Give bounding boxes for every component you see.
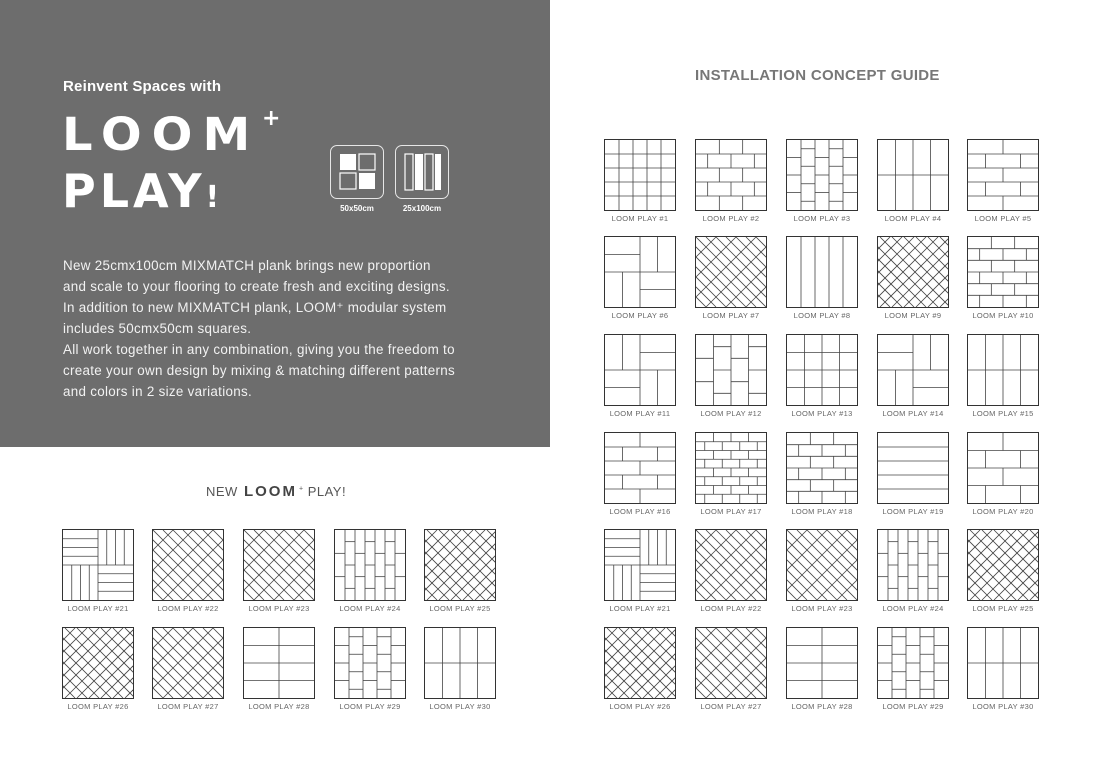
description-line: All work together in any combination, giving you the freedom to [63,342,455,357]
pattern-tile [604,529,676,601]
pattern-graphic [787,237,857,307]
pattern-tile [967,236,1039,308]
pattern-label: LOOM PLAY #22 [700,604,762,613]
pattern-graphic [878,335,948,405]
description [63,255,523,402]
pattern-label: LOOM PLAY #15 [972,409,1034,418]
pattern-graphic [787,433,857,503]
pattern-graphic [878,530,948,600]
pattern-tile [152,627,224,699]
pattern-tile [62,529,134,601]
pattern-tile [695,139,767,211]
description-line: New 25cmx100cm MIXMATCH plank brings new proportion [63,258,431,273]
pattern-label: LOOM PLAY #9 [884,311,942,320]
pattern-graphic [968,335,1038,405]
pattern-label: LOOM PLAY #20 [972,507,1034,516]
pattern-graphic [244,530,314,600]
pattern-tile [695,627,767,699]
pattern-tile [152,529,224,601]
pattern-label: LOOM PLAY #16 [609,507,671,516]
new-prefix: NEW [206,484,238,499]
pattern-label: LOOM PLAY #14 [882,409,944,418]
new-logo: LOOM [243,483,297,500]
pattern-label: LOOM PLAY #21 [609,604,671,613]
pattern-tile [334,529,406,601]
pattern-graphic [696,628,766,698]
pattern-label: LOOM PLAY #13 [791,409,853,418]
pattern-tile [877,334,949,406]
pattern-graphic [878,237,948,307]
pattern-graphic [63,628,133,698]
pattern-label: LOOM PLAY #8 [793,311,851,320]
pattern-graphic [605,140,675,210]
pattern-graphic [878,628,948,698]
pattern-tile [786,334,858,406]
pattern-graphic [153,530,223,600]
pattern-label: LOOM PLAY #5 [974,214,1032,223]
pattern-graphic [787,530,857,600]
pattern-tile [604,432,676,504]
pattern-label: LOOM PLAY #24 [339,604,401,613]
pattern-graphic [153,628,223,698]
pattern-label: LOOM PLAY #19 [882,507,944,516]
pattern-label: LOOM PLAY #26 [67,702,129,711]
pattern-tile [695,334,767,406]
pattern-graphic [878,140,948,210]
guide-title: INSTALLATION CONCEPT GUIDE [695,67,940,84]
pattern-graphic [968,140,1038,210]
pattern-graphic [63,530,133,600]
pattern-label: LOOM PLAY #23 [248,604,310,613]
pattern-label: LOOM PLAY #29 [882,702,944,711]
tagline: Reinvent Spaces with [63,78,222,95]
new-logo-plus: + [298,485,304,493]
pattern-tile [877,236,949,308]
logo-bang: ! [205,180,224,215]
description-line: and colors in 2 size variations. [63,384,252,399]
description-line: create your own design by mixing & matching different patterns [63,363,456,378]
pattern-label: LOOM PLAY #25 [429,604,491,613]
description-line: In addition to new MIXMATCH plank, LOOM⁺ modular system [63,300,447,315]
pattern-label: LOOM PLAY #23 [791,604,853,613]
pattern-tile [695,236,767,308]
pattern-graphic [605,237,675,307]
pattern-tile [967,139,1039,211]
pattern-tile [786,236,858,308]
new-section-title [206,483,346,500]
pattern-tile [877,139,949,211]
logo-loom: LOOM [62,108,261,162]
pattern-label: LOOM PLAY #11 [609,409,671,418]
pattern-label: LOOM PLAY #10 [972,311,1034,320]
pattern-graphic [787,628,857,698]
pattern-tile [695,432,767,504]
pattern-graphic [968,433,1038,503]
pattern-label: LOOM PLAY #6 [611,311,669,320]
pattern-label: LOOM PLAY #26 [609,702,671,711]
size-label-square: 50x50cm [340,204,374,213]
pattern-graphic [696,237,766,307]
pattern-label: LOOM PLAY #30 [972,702,1034,711]
pattern-tile [424,529,496,601]
pattern-label: LOOM PLAY #3 [793,214,851,223]
pattern-graphic [696,530,766,600]
pattern-graphic [605,335,675,405]
size-label-plank: 25x100cm [402,204,442,213]
pattern-graphic [696,433,766,503]
pattern-label: LOOM PLAY #27 [700,702,762,711]
pattern-label: LOOM PLAY #22 [157,604,219,613]
pattern-tile [877,432,949,504]
pattern-graphic [696,335,766,405]
pattern-tile [62,627,134,699]
pattern-tile [604,139,676,211]
pattern-label: LOOM PLAY #29 [339,702,401,711]
pattern-tile [967,334,1039,406]
pattern-tile [334,627,406,699]
pattern-graphic [605,530,675,600]
pattern-tile [424,627,496,699]
pattern-label: LOOM PLAY #28 [248,702,310,711]
pattern-tile [604,236,676,308]
pattern-tile [604,334,676,406]
pattern-tile [243,627,315,699]
pattern-graphic [425,530,495,600]
pattern-tile [786,139,858,211]
pattern-tile [967,432,1039,504]
pattern-tile [695,529,767,601]
pattern-label: LOOM PLAY #12 [700,409,762,418]
pattern-tile [877,529,949,601]
pattern-label: LOOM PLAY #27 [157,702,219,711]
pattern-graphic [878,433,948,503]
pattern-label: LOOM PLAY #18 [791,507,853,516]
pattern-graphic [787,140,857,210]
logo-play [62,164,223,218]
pattern-label: LOOM PLAY #17 [700,507,762,516]
square-size-icon [330,145,384,199]
pattern-label: LOOM PLAY #2 [702,214,760,223]
pattern-graphic [696,140,766,210]
pattern-graphic [968,530,1038,600]
pattern-tile [786,529,858,601]
hero-panel [0,0,550,447]
pattern-label: LOOM PLAY #24 [882,604,944,613]
pattern-tile [243,529,315,601]
pattern-label: LOOM PLAY #30 [429,702,491,711]
pattern-graphic [244,628,314,698]
pattern-tile [967,529,1039,601]
pattern-label: LOOM PLAY #21 [67,604,129,613]
plank-size-icon [395,145,449,199]
pattern-graphic [787,335,857,405]
pattern-graphic [968,628,1038,698]
pattern-label: LOOM PLAY #25 [972,604,1034,613]
pattern-graphic [335,628,405,698]
new-suffix: PLAY! [307,484,347,499]
pattern-tile [604,627,676,699]
pattern-label: LOOM PLAY #1 [611,214,669,223]
pattern-label: LOOM PLAY #28 [791,702,853,711]
pattern-graphic [335,530,405,600]
pattern-tile [786,627,858,699]
pattern-graphic [968,237,1038,307]
pattern-tile [786,432,858,504]
description-line: and scale to your flooring to create fresh and exciting designs. [63,279,450,294]
logo-plus: + [262,106,281,131]
pattern-label: LOOM PLAY #4 [884,214,942,223]
pattern-tile [877,627,949,699]
pattern-graphic [425,628,495,698]
description-line: includes 50cmx50cm squares. [63,321,252,336]
pattern-graphic [605,433,675,503]
pattern-label: LOOM PLAY #7 [702,311,760,320]
pattern-graphic [605,628,675,698]
logo-play-word: PLAY [62,164,206,218]
pattern-tile [967,627,1039,699]
